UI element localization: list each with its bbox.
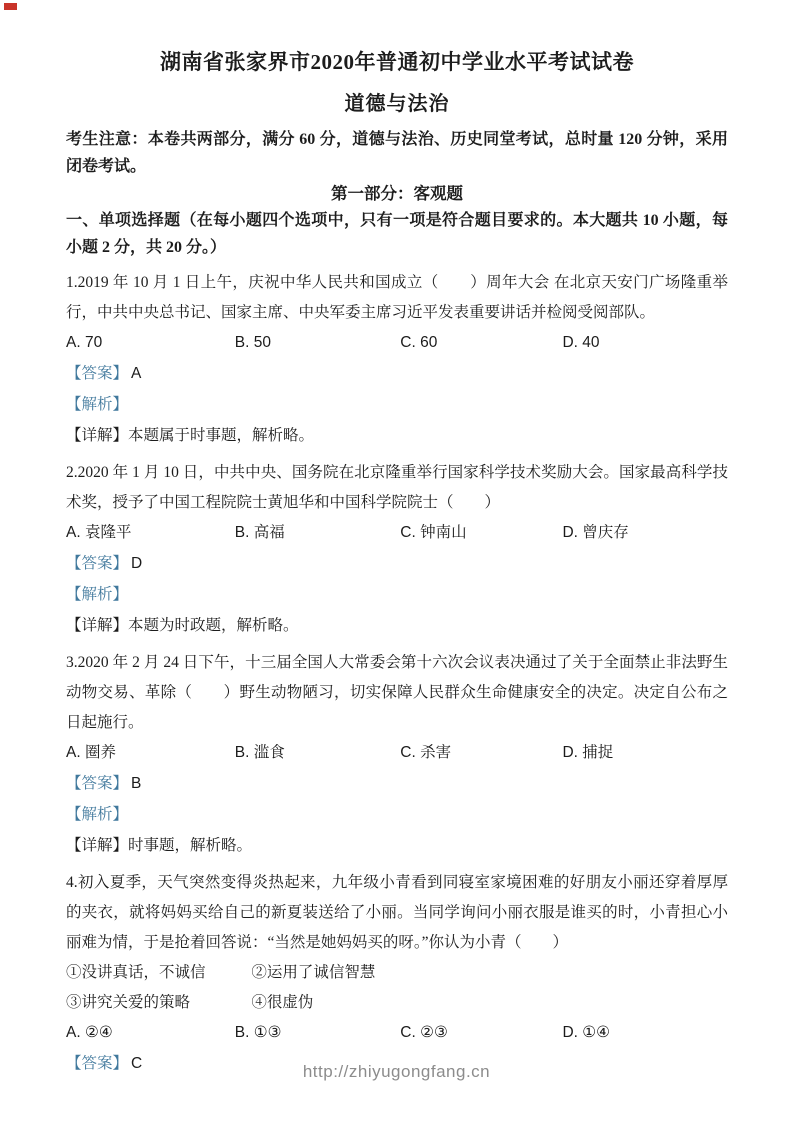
answer-label: 【答案】 — [66, 775, 129, 792]
options-row — [66, 738, 728, 768]
option: B. 50 — [234, 334, 271, 351]
option: C. 杀害 — [400, 744, 452, 761]
sub-option: ③讲究关爱的策略 — [66, 994, 191, 1011]
detail-label: 【详解】 — [66, 617, 129, 634]
part-heading: 第一部分：客观题 — [331, 184, 463, 203]
sub-option: ②运用了诚信智慧 — [251, 964, 376, 981]
sub-option-row — [66, 958, 728, 988]
question-block — [66, 648, 728, 861]
question-block — [66, 868, 728, 1079]
detail-line — [66, 421, 728, 451]
answer-value: B — [131, 775, 142, 792]
sub-option: ①没讲真话，不诚信 — [66, 964, 206, 981]
answer-value: C — [131, 1055, 143, 1072]
answer-line — [66, 769, 728, 799]
detail-text: 本题为时政题，解析略。 — [128, 617, 299, 634]
detail-line — [66, 831, 728, 861]
question-stem: 2.2020 年 1 月 10 日，中共中央、国务院在北京隆重举行国家科学技术奖励大会。国家最高科学技术奖，授予了中国工程院院士黄旭华和中国科学院院士（ ） — [66, 464, 728, 511]
document-content — [66, 0, 728, 1079]
option: A. ②④ — [66, 1024, 113, 1041]
analysis-label: 【解析】 — [66, 806, 129, 823]
page-title: 湖南省张家界市2020年普通初中学业水平考试试卷 — [160, 50, 634, 74]
question-block — [66, 458, 728, 641]
detail-text: 本题属于时事题，解析略。 — [128, 427, 315, 444]
sub-options — [66, 958, 728, 1018]
subject-title: 道德与法治 — [344, 93, 450, 115]
option: C. 钟南山 — [400, 524, 467, 541]
section-heading: 一、单项选择题（在每小题四个选项中，只有一项是符合题目要求的。本大题共 10 小题，每小题 2 分，共 20 分。） — [66, 212, 728, 256]
option: A. 70 — [66, 334, 103, 351]
option: A. 袁隆平 — [66, 524, 132, 541]
answer-value: A — [131, 365, 142, 382]
option: D. 曾庆存 — [562, 524, 629, 541]
option: D. 捕捉 — [562, 744, 614, 761]
answer-label: 【答案】 — [66, 1055, 129, 1072]
corner-mark-icon — [4, 3, 17, 10]
detail-line — [66, 611, 728, 641]
option: C. 60 — [400, 334, 438, 351]
option: C. ②③ — [400, 1024, 448, 1041]
question-block — [66, 268, 728, 451]
options-row — [66, 518, 728, 548]
option: B. 高福 — [234, 524, 285, 541]
option: D. ①④ — [562, 1024, 611, 1041]
analysis-label: 【解析】 — [66, 586, 129, 603]
questions-list — [66, 268, 728, 1079]
question-stem: 3.2020 年 2 月 24 日下午，十三届全国人大常委会第十六次会议表决通过了关于全面禁止非法野生动物交易、革除（ ）野生动物陋习，切实保障人民群众生命健康安全的决定。决定自公布之日起施行。 — [66, 654, 728, 731]
sub-option: ④很虚伪 — [251, 994, 314, 1011]
candidate-notice: 考生注意：本卷共两部分，满分 60 分，道德与法治、历史同堂考试，总时量 120 分钟，采用闭卷考试。 — [66, 131, 728, 175]
answer-label: 【答案】 — [66, 555, 129, 572]
footer-url: http://zhiyugongfang.cn — [302, 1062, 491, 1081]
options-row — [66, 328, 728, 358]
answer-line — [66, 359, 728, 389]
detail-text: 时事题，解析略。 — [128, 837, 253, 854]
sub-option-row — [66, 988, 728, 1018]
option: B. ①③ — [234, 1024, 282, 1041]
answer-line — [66, 549, 728, 579]
answer-label: 【答案】 — [66, 365, 129, 382]
answer-value: D — [131, 555, 143, 572]
question-stem: 1.2019 年 10 月 1 日上午，庆祝中华人民共和国成立（ ）周年大会 在北京天安门广场隆重举行，中共中央总书记、国家主席、中央军委主席习近平发表重要讲话并检阅受阅部队。 — [66, 274, 728, 321]
option: A. 圈养 — [66, 744, 116, 761]
question-stem: 4.初入夏季，天气突然变得炎热起来，九年级小青看到同寝室家境困难的好朋友小丽还穿着厚厚的夹衣，就将妈妈买给自己的新夏装送给了小丽。当同学询问小丽衣服是谁买的时，小青担心小丽难为情，于是抢着回答说：“当然是她妈妈买的呀。”你认为小青（ ） — [66, 874, 728, 951]
option: B. 滥食 — [234, 744, 285, 761]
detail-label: 【详解】 — [66, 837, 129, 854]
analysis-label: 【解析】 — [66, 396, 129, 413]
option: D. 40 — [562, 334, 600, 351]
options-row — [66, 1018, 728, 1048]
detail-label: 【详解】 — [66, 427, 129, 444]
